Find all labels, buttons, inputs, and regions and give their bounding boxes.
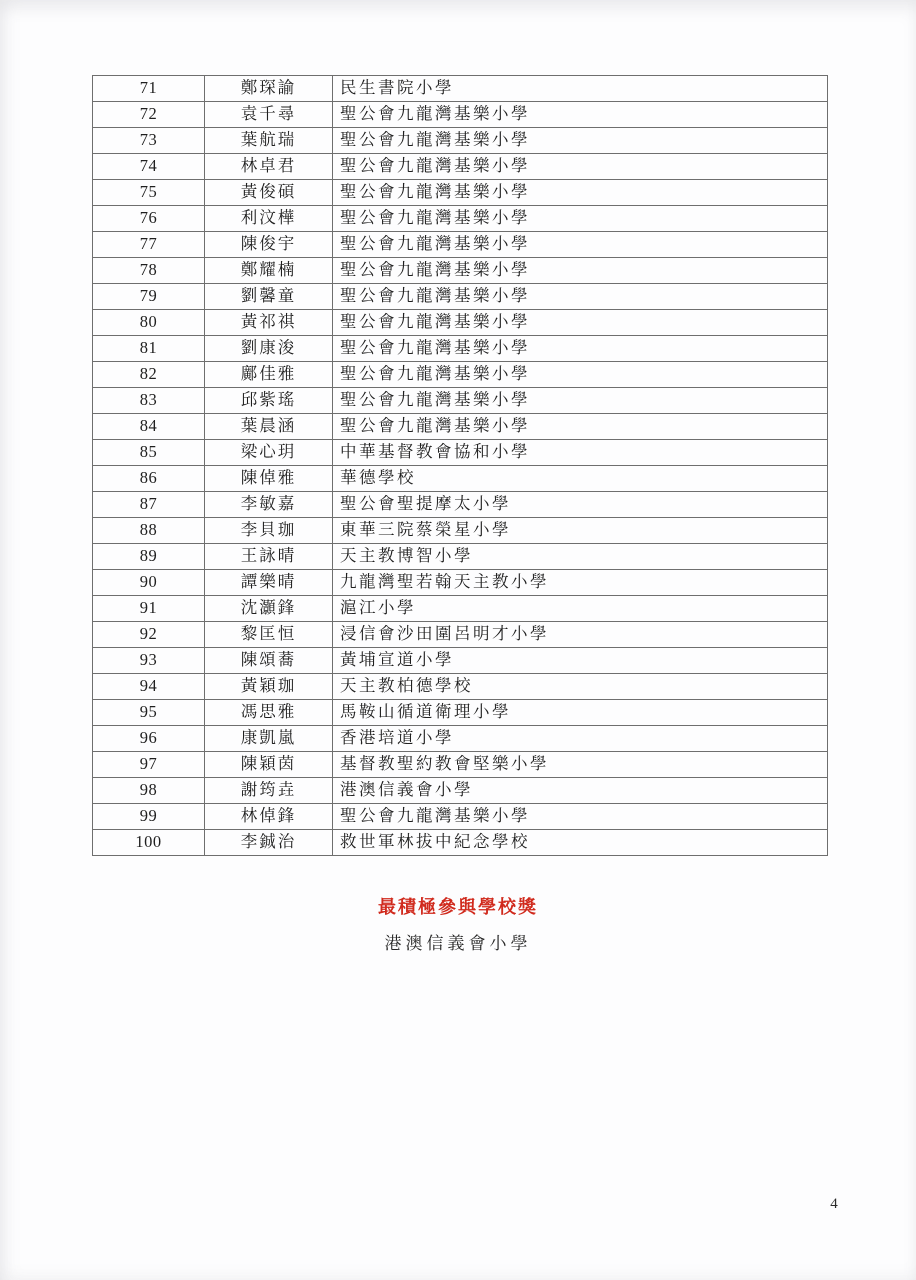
school-name-cell: 聖公會九龍灣基樂小學 <box>333 154 828 180</box>
school-name-cell: 聖公會九龍灣基樂小學 <box>333 258 828 284</box>
student-name-cell: 譚樂晴 <box>205 570 333 596</box>
table-row <box>93 648 828 674</box>
student-name-cell: 馮思雅 <box>205 700 333 726</box>
rank-cell: 85 <box>93 440 205 466</box>
school-name-cell: 聖公會九龍灣基樂小學 <box>333 804 828 830</box>
table-row <box>93 310 828 336</box>
rank-cell: 100 <box>93 830 205 856</box>
table-row <box>93 258 828 284</box>
rank-cell: 94 <box>93 674 205 700</box>
table-row <box>93 752 828 778</box>
table-row <box>93 102 828 128</box>
student-name-cell: 鄺佳雅 <box>205 362 333 388</box>
table-row <box>93 388 828 414</box>
table-row <box>93 778 828 804</box>
rank-cell: 99 <box>93 804 205 830</box>
school-name-cell: 滬江小學 <box>333 596 828 622</box>
table-row <box>93 700 828 726</box>
rank-cell: 93 <box>93 648 205 674</box>
student-name-cell: 葉晨涵 <box>205 414 333 440</box>
school-name-cell: 聖公會九龍灣基樂小學 <box>333 284 828 310</box>
rank-cell: 81 <box>93 336 205 362</box>
student-name-cell: 黃祁祺 <box>205 310 333 336</box>
rank-cell: 80 <box>93 310 205 336</box>
school-name-cell: 聖公會聖提摩太小學 <box>333 492 828 518</box>
student-name-cell: 王詠晴 <box>205 544 333 570</box>
school-name-cell: 黃埔宣道小學 <box>333 648 828 674</box>
student-name-cell: 李敏嘉 <box>205 492 333 518</box>
student-name-cell: 葉航瑞 <box>205 128 333 154</box>
table-row <box>93 180 828 206</box>
school-name-cell: 東華三院蔡榮星小學 <box>333 518 828 544</box>
student-name-cell: 李貝珈 <box>205 518 333 544</box>
rank-cell: 73 <box>93 128 205 154</box>
rank-cell: 77 <box>93 232 205 258</box>
student-name-cell: 鄭耀楠 <box>205 258 333 284</box>
student-name-cell: 劉馨童 <box>205 284 333 310</box>
rank-cell: 86 <box>93 466 205 492</box>
student-name-cell: 陳頌蕎 <box>205 648 333 674</box>
rank-cell: 72 <box>93 102 205 128</box>
student-name-cell: 謝筠垚 <box>205 778 333 804</box>
table-row <box>93 154 828 180</box>
table-row <box>93 414 828 440</box>
student-name-cell: 黃穎珈 <box>205 674 333 700</box>
page-number: 4 <box>830 1196 838 1212</box>
student-name-cell: 邱紫瑤 <box>205 388 333 414</box>
rank-cell: 88 <box>93 518 205 544</box>
student-name-cell: 陳倬雅 <box>205 466 333 492</box>
school-name-cell: 聖公會九龍灣基樂小學 <box>333 388 828 414</box>
student-name-cell: 黎匡恒 <box>205 622 333 648</box>
table-row <box>93 128 828 154</box>
award-section <box>0 893 916 954</box>
school-name-cell: 香港培道小學 <box>333 726 828 752</box>
rank-cell: 95 <box>93 700 205 726</box>
winners-table <box>92 75 828 856</box>
school-name-cell: 港澳信義會小學 <box>333 778 828 804</box>
school-name-cell: 馬鞍山循道衛理小學 <box>333 700 828 726</box>
school-name-cell: 聖公會九龍灣基樂小學 <box>333 414 828 440</box>
rank-cell: 74 <box>93 154 205 180</box>
school-name-cell: 華德學校 <box>333 466 828 492</box>
rank-cell: 78 <box>93 258 205 284</box>
rank-cell: 82 <box>93 362 205 388</box>
table-row <box>93 76 828 102</box>
student-name-cell: 李鋮治 <box>205 830 333 856</box>
rank-cell: 79 <box>93 284 205 310</box>
student-name-cell: 康凱嵐 <box>205 726 333 752</box>
school-name-cell: 九龍灣聖若翰天主教小學 <box>333 570 828 596</box>
school-name-cell: 聖公會九龍灣基樂小學 <box>333 232 828 258</box>
table-row <box>93 544 828 570</box>
table-row <box>93 726 828 752</box>
student-name-cell: 袁千尋 <box>205 102 333 128</box>
table-row <box>93 674 828 700</box>
table-row <box>93 596 828 622</box>
rank-cell: 97 <box>93 752 205 778</box>
school-name-cell: 天主教柏德學校 <box>333 674 828 700</box>
student-name-cell: 利汶樺 <box>205 206 333 232</box>
rank-cell: 84 <box>93 414 205 440</box>
student-name-cell: 沈灝鋒 <box>205 596 333 622</box>
school-name-cell: 聖公會九龍灣基樂小學 <box>333 206 828 232</box>
table-row <box>93 336 828 362</box>
award-title: 最積極參與學校獎 <box>378 897 538 917</box>
table-row <box>93 362 828 388</box>
rank-cell: 75 <box>93 180 205 206</box>
student-name-cell: 劉康浚 <box>205 336 333 362</box>
winners-table-body <box>93 76 828 856</box>
table-row <box>93 804 828 830</box>
table-row <box>93 570 828 596</box>
table-row <box>93 622 828 648</box>
rank-cell: 71 <box>93 76 205 102</box>
rank-cell: 98 <box>93 778 205 804</box>
rank-cell: 76 <box>93 206 205 232</box>
student-name-cell: 鄭琛諭 <box>205 76 333 102</box>
student-name-cell: 林倬鋒 <box>205 804 333 830</box>
school-name-cell: 聖公會九龍灣基樂小學 <box>333 362 828 388</box>
school-name-cell: 中華基督教會協和小學 <box>333 440 828 466</box>
student-name-cell: 陳穎茵 <box>205 752 333 778</box>
table-row <box>93 232 828 258</box>
school-name-cell: 基督教聖約教會堅樂小學 <box>333 752 828 778</box>
table-row <box>93 206 828 232</box>
table-row <box>93 830 828 856</box>
table-row <box>93 518 828 544</box>
school-name-cell: 天主教博智小學 <box>333 544 828 570</box>
rank-cell: 91 <box>93 596 205 622</box>
school-name-cell: 救世軍林拔中紀念學校 <box>333 830 828 856</box>
student-name-cell: 梁心玥 <box>205 440 333 466</box>
rank-cell: 87 <box>93 492 205 518</box>
school-name-cell: 聖公會九龍灣基樂小學 <box>333 180 828 206</box>
school-name-cell: 浸信會沙田圍呂明才小學 <box>333 622 828 648</box>
table-row <box>93 492 828 518</box>
award-school-name: 港澳信義會小學 <box>384 934 532 953</box>
school-name-cell: 聖公會九龍灣基樂小學 <box>333 310 828 336</box>
school-name-cell: 民生書院小學 <box>333 76 828 102</box>
table-row <box>93 466 828 492</box>
school-name-cell: 聖公會九龍灣基樂小學 <box>333 128 828 154</box>
rank-cell: 92 <box>93 622 205 648</box>
student-name-cell: 林卓君 <box>205 154 333 180</box>
rank-cell: 96 <box>93 726 205 752</box>
student-name-cell: 陳俊宇 <box>205 232 333 258</box>
rank-cell: 89 <box>93 544 205 570</box>
student-name-cell: 黃俊碩 <box>205 180 333 206</box>
school-name-cell: 聖公會九龍灣基樂小學 <box>333 336 828 362</box>
school-name-cell: 聖公會九龍灣基樂小學 <box>333 102 828 128</box>
table-row <box>93 440 828 466</box>
rank-cell: 90 <box>93 570 205 596</box>
table-row <box>93 284 828 310</box>
rank-cell: 83 <box>93 388 205 414</box>
